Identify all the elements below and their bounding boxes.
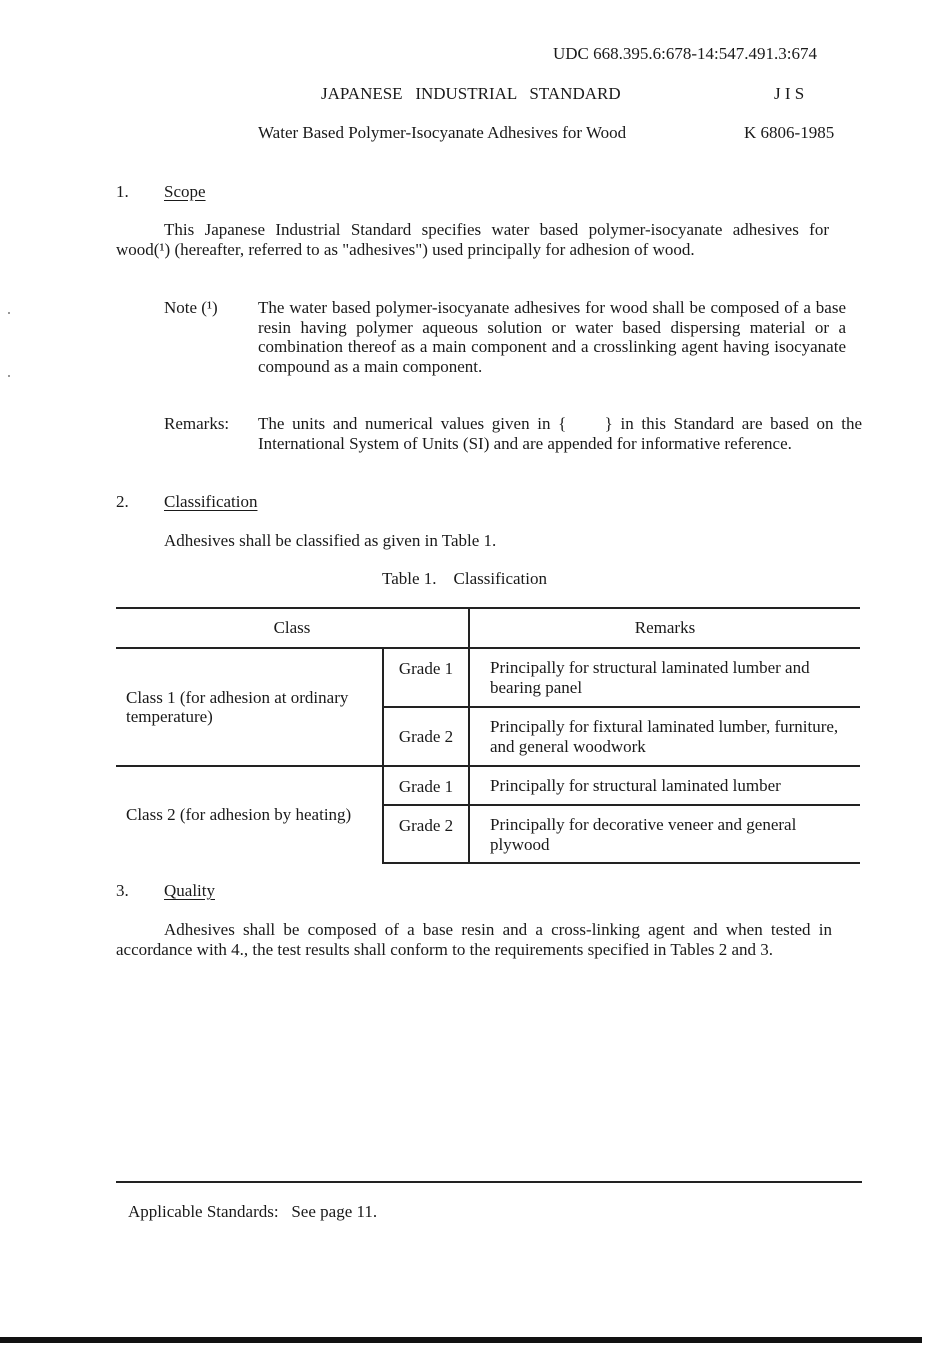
- class-2-label: Class 2 (for adhesion by heating): [116, 766, 383, 863]
- class-2-grade-2: Grade 2: [383, 805, 469, 863]
- footer-divider: [116, 1181, 862, 1183]
- udc-classification: UDC 668.395.6:678-14:547.491.3:674: [553, 44, 817, 63]
- page-bottom-edge: [0, 1337, 922, 1343]
- classification-table: [116, 607, 860, 864]
- standard-code: K 6806-1985: [744, 123, 835, 142]
- class-2-grade-1: Grade 1: [383, 766, 469, 805]
- table-row: [116, 648, 860, 707]
- class-1-grade-2: Grade 2: [383, 707, 469, 766]
- table-row: [116, 766, 860, 805]
- scan-mark: [8, 312, 10, 314]
- class-1-label: Class 1 (for adhesion at ordinary temperature): [116, 648, 383, 766]
- section-2-heading: Classification: [164, 492, 258, 511]
- class-1-grade-2-remarks: Principally for fixtural laminated lumber, furniture, and general woodwork: [469, 707, 860, 766]
- header-remarks: Remarks: [469, 608, 860, 648]
- classification-paragraph: Adhesives shall be classified as given in Table 1.: [164, 531, 497, 550]
- class-2-grade-2-remarks: Principally for decorative veneer and general plywood: [469, 805, 860, 863]
- class-1-grade-1: Grade 1: [383, 648, 469, 707]
- organization-title: JAPANESE INDUSTRIAL STANDARD: [321, 84, 621, 103]
- applicable-standards: Applicable Standards: See page 11.: [128, 1202, 378, 1221]
- class-2-grade-1-remarks: Principally for structural laminated lumber: [469, 766, 860, 805]
- note-label: Note (¹): [164, 298, 218, 317]
- table-caption: Table 1. Classification: [382, 569, 547, 588]
- section-1-number: 1.: [116, 182, 129, 201]
- table-header-row: [116, 608, 860, 648]
- quality-paragraph: Adhesives shall be composed of a base resin and a cross-linking agent and when tested in accordance with 4., the test results shall conform to the requirements specified in Tables 2 and 3.: [116, 920, 832, 959]
- header-class: Class: [116, 608, 469, 648]
- remarks-label: Remarks:: [164, 414, 230, 433]
- section-2-number: 2.: [116, 492, 129, 511]
- class-1-grade-1-remarks: Principally for structural laminated lumber and bearing panel: [490, 658, 810, 697]
- section-1-heading: Scope: [164, 182, 206, 201]
- note-text: The water based polymer-isocyanate adhesives for wood shall be composed of a base resin having polymer aqueous solution or water based dispersing material or a combination thereof as a main component and a crosslinking agent having isocyanate compound as a main component.: [258, 298, 846, 376]
- remarks-text: The units and numerical values given in { } in this Standard are based on the International System of Units (SI) and are appended for informative reference.: [258, 414, 867, 453]
- document-title: Water Based Polymer-Isocyanate Adhesives for Wood: [258, 123, 627, 142]
- scope-paragraph: This Japanese Industrial Standard specifies water based polymer-isocyanate adhesives for wood(¹) (hereafter, referred to as "adhesives") used principally for adhesion of wood.: [116, 220, 829, 259]
- section-3-number: 3.: [116, 881, 129, 900]
- scan-mark: [8, 375, 10, 377]
- jis-mark: J I S: [774, 84, 805, 103]
- section-3-heading: Quality: [164, 881, 215, 900]
